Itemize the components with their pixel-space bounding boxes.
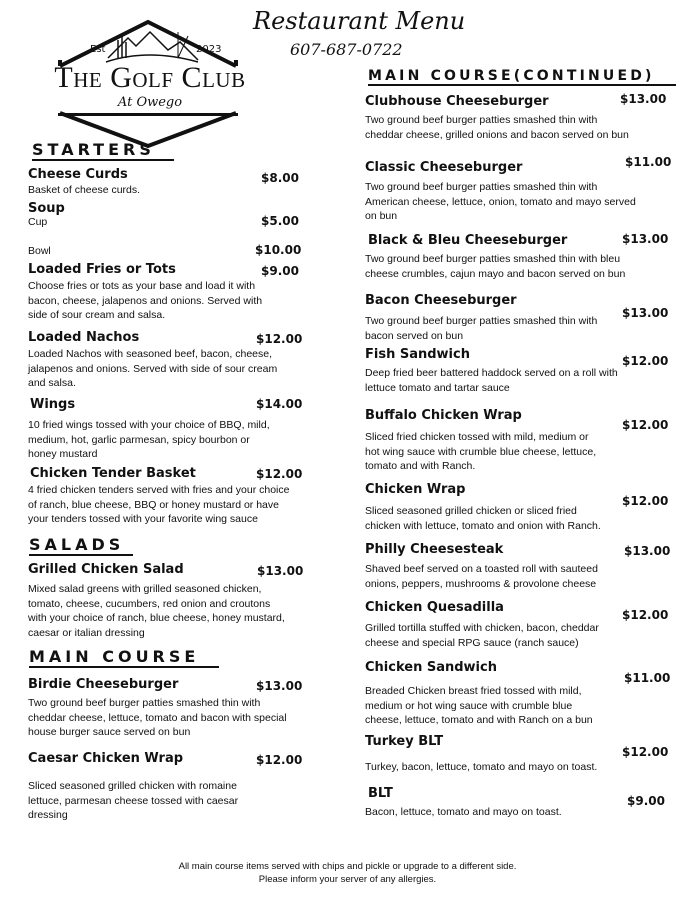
item-name: Philly Cheesesteak [365, 542, 504, 557]
item-name: Loaded Nachos [28, 330, 140, 345]
item-name: Black & Bleu Cheeseburger [368, 233, 568, 248]
item-description: Two ground beef burger patties smashed thin with cheddar cheese, grilled onions and bacon served on bun [365, 114, 629, 141]
item-price: $9.00 [627, 794, 665, 808]
item-description: Two ground beef burger patties smashed thin with American cheese, lettuce, onion, tomato and mayo served on bun [365, 181, 636, 222]
logo-year: 2023 [196, 44, 222, 55]
footer-note-sides: All main course items served with chips and pickle or upgrade to a different side. [178, 861, 517, 872]
item-description: Sliced fried chicken tossed with mild, medium or hot wing sauce with crumble blue cheese, lettuce, tomato and with Ranch. [365, 431, 597, 472]
item-name: Clubhouse Cheeseburger [365, 94, 549, 109]
item-price: $12.00 [622, 608, 669, 622]
item-description: Grilled tortilla stuffed with chicken, bacon, cheddar cheese and special RPG sauce (ranch sauce) [365, 622, 599, 649]
item-price: $13.00 [256, 679, 303, 693]
item-price: $13.00 [622, 232, 669, 246]
item-description: Choose fries or tots as your base and load it with bacon, cheese, jalapenos and onions. Served with side of sour cream and salsa. [28, 280, 263, 321]
item-price: $9.00 [261, 264, 299, 278]
item-name: Chicken Quesadilla [365, 600, 504, 615]
item-description: 4 fried chicken tenders served with fries and your choice of ranch, blue cheese, BBQ or honey mustard or have your tenders tossed with your favorite wing sauce [28, 484, 290, 525]
item-description: Two ground beef burger patties smashed thin with bacon served on bun [365, 315, 598, 342]
item-name: Birdie Cheeseburger [28, 677, 179, 692]
item-name: Loaded Fries or Tots [28, 262, 176, 277]
item-price: $13.00 [620, 92, 667, 106]
item-name: Bacon Cheeseburger [365, 293, 517, 308]
item-price: $14.00 [256, 397, 303, 411]
soup-bowl-label: Bowl [28, 245, 51, 257]
item-price: $12.00 [256, 467, 303, 481]
soup-cup-label: Cup [28, 216, 48, 228]
item-description: 10 fried wings tossed with your choice of BBQ, mild, medium, hot, garlic parmesan, spicy bourbon or honey mustard [28, 419, 270, 460]
item-price: $11.00 [625, 155, 672, 169]
item-description: Breaded Chicken breast fried tossed with mild, medium or hot wing sauce with crumble blue cheese, lettuce, tomato and with Ranch on a bun [365, 685, 593, 726]
item-name: BLT [368, 786, 393, 801]
item-description: Turkey, bacon, lettuce, tomato and mayo on toast. [365, 761, 598, 773]
item-name: Fish Sandwich [365, 347, 470, 362]
item-price: $8.00 [261, 171, 299, 185]
item-description: Basket of cheese curds. [28, 184, 141, 196]
item-name: Grilled Chicken Salad [28, 562, 184, 577]
logo-est: Est [90, 44, 106, 55]
starters-heading: STARTERS [32, 140, 174, 161]
item-description: Bacon, lettuce, tomato and mayo on toast. [365, 806, 562, 818]
item-description: Deep fried beer battered haddock served on a roll with lettuce tomato and tartar sauce [365, 367, 618, 394]
soup-cup-price: $5.00 [261, 214, 299, 228]
item-name: Turkey BLT [365, 734, 444, 749]
item-price: $12.00 [622, 418, 669, 432]
item-description: Loaded Nachos with seasoned beef, bacon, cheese, jalapenos and onions. Served with side of sour cream and salsa. [28, 348, 278, 389]
item-price: $13.00 [257, 564, 304, 578]
item-description: Two ground beef burger patties smashed thin with bleu cheese crumbles, cajun mayo and bacon served on bun [365, 253, 626, 280]
item-name: Classic Cheeseburger [365, 160, 523, 175]
item-name: Chicken Sandwich [365, 660, 497, 675]
item-price: $12.00 [622, 745, 669, 759]
item-name: Chicken Wrap [365, 482, 466, 497]
item-name: Soup [28, 201, 65, 216]
item-price: $13.00 [624, 544, 671, 558]
item-name: Cheese Curds [28, 167, 128, 182]
item-name: Caesar Chicken Wrap [28, 751, 184, 766]
main-course-heading: MAIN COURSE [29, 647, 219, 668]
item-price: $11.00 [624, 671, 671, 685]
menu-title: Restaurant Menu [253, 7, 466, 35]
item-description: Sliced seasoned grilled chicken with romaine lettuce, parmesan cheese tossed with caesar dressing [28, 780, 239, 821]
item-description: Two ground beef burger patties smashed thin with cheddar cheese, lettuce, tomato and bacon with special house burger sauce served on bun [28, 697, 287, 738]
logo-subtitle: At Owego [117, 95, 183, 110]
phone-number: 607-687-0722 [290, 40, 403, 59]
item-name: Chicken Tender Basket [30, 466, 196, 481]
item-price: $12.00 [622, 354, 669, 368]
footer-note-allergies: Please inform your server of any allergies. [258, 874, 437, 885]
soup-bowl-price: $10.00 [255, 243, 302, 257]
logo-name: The Golf Club [54, 61, 246, 94]
item-price: $12.00 [256, 753, 303, 767]
item-description: Shaved beef served on a toasted roll with sauteed onions, peppers, mushrooms & provolone cheese [365, 563, 598, 590]
main-course-continued-heading: MAIN COURSE(CONTINUED) [368, 68, 676, 86]
item-description: Sliced seasoned grilled chicken or sliced fried chicken with lettuce, tomato and onion with Ranch. [365, 505, 601, 532]
salads-heading: SALADS [29, 535, 133, 556]
item-price: $12.00 [622, 494, 669, 508]
item-price: $12.00 [256, 332, 303, 346]
item-name: Wings [30, 397, 76, 412]
item-description: Mixed salad greens with grilled seasoned chicken, tomato, cheese, cucumbers, red onion and croutons with your choice of ranch, blue cheese, honey mustard, caesar or italian dressing [28, 583, 285, 639]
item-name: Buffalo Chicken Wrap [365, 408, 522, 423]
item-price: $13.00 [622, 306, 669, 320]
